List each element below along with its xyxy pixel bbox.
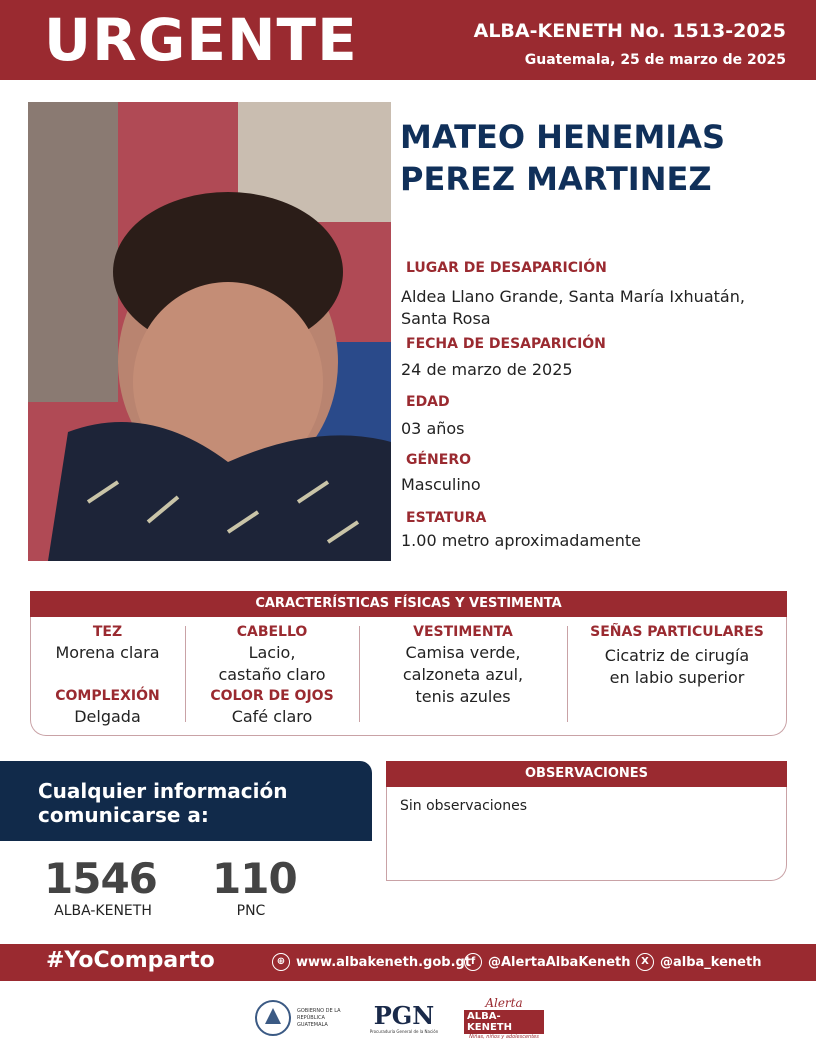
place-label: LUGAR DE DESAPARICIÓN [406, 260, 607, 276]
pgn-logo [364, 996, 444, 1040]
complexion-label: COMPLEXIÓN [55, 688, 160, 704]
pgn-logo-text: PGN [373, 1000, 435, 1030]
coat-of-arms-icon [253, 998, 293, 1038]
eye-color-label: COLOR DE OJOS [210, 688, 334, 704]
complexion-value: Delgada [74, 707, 141, 726]
alba-keneth-logo [464, 996, 544, 1040]
contact-line-2: comunicarse a: [38, 803, 209, 827]
hair-value-2: castaño claro [218, 665, 326, 684]
gender-value: Masculino [401, 475, 481, 494]
alert-number: ALBA-KENETH No. 1513-2025 [473, 20, 786, 42]
contact-text [38, 779, 288, 827]
alba-keneth-phone[interactable]: 1546 [44, 854, 157, 903]
government-logo [250, 996, 360, 1040]
alert-date: Guatemala, 25 de marzo de 2025 [524, 52, 786, 68]
facebook-link[interactable] [464, 953, 631, 971]
name-line-2: PEREZ MARTINEZ [400, 160, 712, 198]
urgent-title: URGENTE [44, 6, 358, 74]
person-name [400, 116, 800, 200]
alba-logo-name: ALBA-KENETH [464, 1010, 544, 1034]
tez-value: Morena clara [55, 643, 160, 662]
alba-logo-subtitle: Niñas, niños y adolescentes [469, 1033, 539, 1040]
clothing-value-1: Camisa verde, [405, 643, 521, 662]
place-value-line1: Aldea Llano Grande, Santa María Ixhuatán, [401, 287, 745, 306]
clothing-value-3: tenis azules [415, 687, 511, 706]
hair-label: CABELLO [236, 624, 308, 640]
pgn-logo-subtitle: Procuraduría General de la Nación [369, 1028, 439, 1034]
date-label: FECHA DE DESAPARICIÓN [406, 336, 606, 352]
characteristics-title: CARACTERÍSTICAS FÍSICAS Y VESTIMENTA [30, 591, 787, 617]
website-text: www.albakeneth.gob.gt [296, 954, 472, 970]
pnc-phone-label: PNC [236, 903, 266, 919]
age-value: 03 años [401, 419, 465, 438]
x-icon: X [636, 953, 654, 971]
hair-value-1: Lacio, [248, 643, 296, 662]
alba-logo-alerta: Alerta [485, 995, 523, 1010]
name-line-1: MATEO HENEMIAS [400, 118, 725, 156]
observations-title: OBSERVACIONES [386, 761, 787, 787]
tez-label: TEZ [92, 624, 123, 640]
clothing-label: VESTIMENTA [413, 624, 513, 640]
facebook-text: @AlertaAlbaKeneth [488, 954, 631, 970]
height-value: 1.00 metro aproximadamente [401, 531, 641, 550]
place-value-line2: Santa Rosa [401, 309, 491, 328]
government-logo-text: GOBIERNO DE LA REPÚBLICA GUATEMALA [297, 1007, 341, 1028]
age-label: EDAD [406, 394, 450, 410]
marks-value-2: en labio superior [609, 668, 745, 687]
globe-icon: ⊕ [272, 953, 290, 971]
facebook-icon: f [464, 953, 482, 971]
alba-keneth-phone-label: ALBA-KENETH [54, 903, 152, 919]
clothing-value-2: calzoneta azul, [402, 665, 524, 684]
marks-value-1: Cicatriz de cirugía [604, 646, 750, 665]
date-value: 24 de marzo de 2025 [401, 360, 573, 379]
eye-color-value: Café claro [231, 707, 313, 726]
contact-line-1: Cualquier información [38, 779, 288, 803]
marks-label: SEÑAS PARTICULARES [590, 624, 764, 640]
gender-label: GÉNERO [406, 452, 472, 468]
website-link[interactable] [272, 953, 471, 971]
missing-person-photo [28, 102, 391, 561]
x-text: @alba_keneth [660, 954, 762, 970]
pnc-phone[interactable]: 110 [212, 854, 297, 903]
x-link[interactable] [636, 953, 761, 971]
observations-value: Sin observaciones [400, 798, 528, 814]
height-label: ESTATURA [406, 510, 487, 526]
hashtag: #YoComparto [46, 948, 215, 973]
